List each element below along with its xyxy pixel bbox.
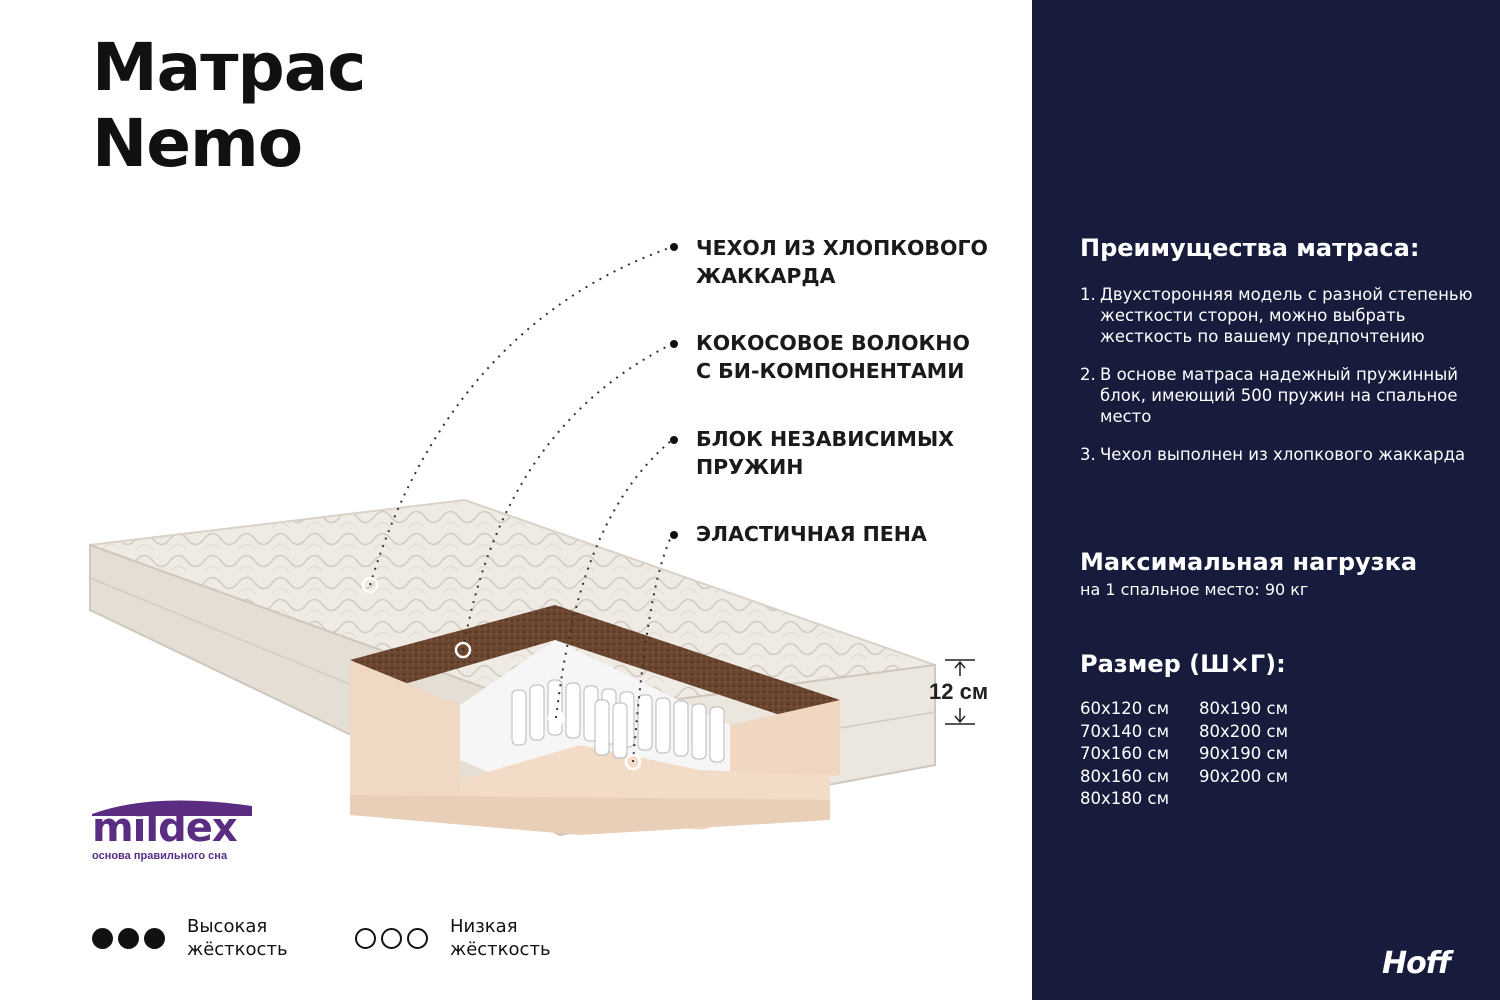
leader-dots: [670, 243, 678, 539]
sizes-heading: Размер (Ш×Г):: [1080, 650, 1286, 678]
list-item: 70x160 см: [1080, 744, 1170, 763]
hoff-logo: Hoff: [1382, 946, 1450, 981]
list-item: 1. Двухсторонняя модель с разной степенью жесткости сторон, можно выбрать жесткость по вашему предпочтению: [1080, 285, 1473, 346]
list-item: 70x140 см: [1080, 721, 1170, 741]
mildex-logo: [92, 805, 237, 862]
max-load-text: на 1 спальное место: 90 кг: [1080, 580, 1309, 599]
list-item: 80x180 см: [1080, 789, 1170, 808]
list-item: 80x160 см: [1080, 766, 1170, 786]
list-item: 90x200 см: [1199, 766, 1289, 786]
list-item: 90x190 см: [1199, 744, 1289, 763]
title-line-2: Nemo: [92, 105, 303, 182]
sizes-column-1: [1080, 698, 1169, 811]
list-item: 60x120 см: [1080, 699, 1170, 718]
list-item: 3. Чехол выполнен из хлопкового жаккарда: [1080, 445, 1466, 464]
list-item: 80x200 см: [1199, 721, 1289, 741]
advantages-list: [1080, 284, 1480, 482]
max-load-heading: Максимальная нагрузка: [1080, 548, 1418, 576]
layer-label-springs: БЛОК НЕЗАВИСИМЫХ ПРУЖИН: [696, 427, 954, 479]
logo-name: mildex: [92, 805, 237, 851]
info-panel: [1032, 0, 1500, 1000]
layer-label-foam: ЭЛАСТИЧНАЯ ПЕНА: [696, 522, 927, 546]
sizes-list: [1080, 698, 1288, 811]
layer-label-coconut: КОКОСОВОЕ ВОЛОКНО С БИ-КОМПОНЕНТАМИ: [696, 331, 970, 383]
title-line-1: Матрас: [92, 29, 366, 106]
low-firmness-icon: [355, 928, 428, 949]
sizes-column-2: [1199, 698, 1288, 811]
layer-label-cover: ЧЕХОЛ ИЗ ХЛОПКОВОГО ЖАККАРДА: [696, 236, 988, 288]
advantages-heading: Преимущества матраса:: [1080, 234, 1420, 262]
list-item: 2. В основе матраса надежный пружинный блок, имеющий 500 пружин на спальное место: [1080, 365, 1458, 426]
list-item: 80x190 см: [1199, 699, 1289, 718]
high-firmness-icon: [92, 928, 165, 949]
legend-high: Высокая жёсткость: [92, 915, 288, 961]
height-label: 12 см: [929, 679, 989, 704]
legend-low: Низкая жёсткость: [355, 915, 551, 961]
logo-tagline: основа правильного сна: [92, 850, 228, 862]
